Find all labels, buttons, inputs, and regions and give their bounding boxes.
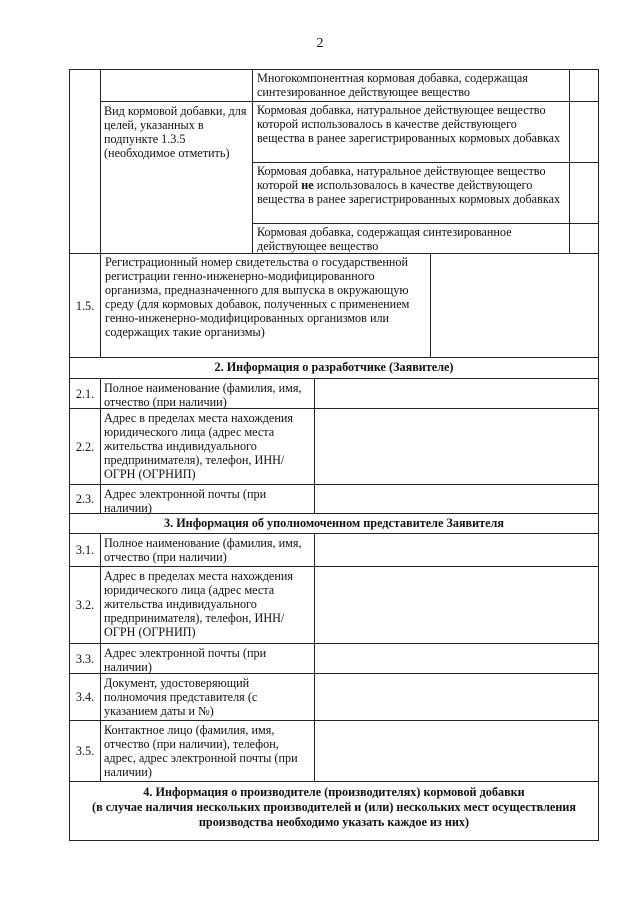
row-number: 3.2.	[70, 567, 101, 643]
feed-additive-type-label: Вид кормовой добавки, для целей, указанных в подпункте 1.3.5 (необходимое отметить)	[104, 104, 247, 160]
row-value-field[interactable]	[431, 254, 598, 357]
table-row	[69, 409, 599, 485]
option-row	[253, 70, 598, 102]
option-checkbox[interactable]	[570, 224, 598, 253]
table-row	[69, 379, 599, 409]
option-label: Кормовая добавка, содержащая синтезированное действующее вещество	[253, 224, 570, 253]
row-number: 1.5.	[70, 254, 101, 357]
row-label: Адрес в пределах места нахождения юридического лица (адрес места жительства индивидуального предпринимателя), телефон, ИНН/ОГРН (ОГРНИП)	[101, 409, 315, 484]
row-number: 2.2.	[70, 409, 101, 484]
table-row	[69, 254, 599, 358]
feed-additive-type-block	[69, 69, 599, 254]
row-value-field[interactable]	[315, 721, 598, 781]
option-label-part: Кормовая добавка, натуральное действующее вещество которой	[257, 164, 546, 192]
application-form-table	[69, 69, 599, 841]
row-label: Адрес электронной почты (при наличии)	[101, 644, 315, 673]
row-label: Адрес электронной почты (при наличии)	[101, 485, 315, 513]
row-label: Документ, удостоверяющий полномочия представителя (с указанием даты и №)	[101, 674, 315, 720]
row-label: Регистрационный номер свидетельства о государственной регистрации генно-инженерно-модифицированного организма, предназначенного для выпуска в окружающую среду (для кормовых добавок, полученных с применением генно-инженерно-модифицированных организмов или содержащих такие организмы)	[101, 254, 431, 357]
option-checkbox[interactable]	[570, 102, 598, 162]
table-row	[69, 567, 599, 644]
option-label-part: использовалось в качестве действующего вещества в ранее зарегистрированных кормовых добавках	[257, 178, 561, 206]
table-row	[69, 644, 599, 674]
table-row	[69, 721, 599, 782]
option-label-emphasis: не	[301, 178, 314, 192]
row-value-field[interactable]	[315, 644, 598, 673]
option-row	[253, 102, 598, 163]
section-title: 3. Информация об уполномоченном представителе Заявителя	[164, 516, 504, 530]
row-number: 2.3.	[70, 485, 101, 513]
row-number: 3.1.	[70, 534, 101, 566]
row-value-field[interactable]	[315, 567, 598, 643]
row-number: 3.4.	[70, 674, 101, 720]
row-number: 3.5.	[70, 721, 101, 781]
section-header	[69, 358, 599, 379]
row-value-field[interactable]	[315, 485, 598, 513]
option-checkbox[interactable]	[570, 163, 598, 223]
row-label: Адрес в пределах места нахождения юридического лица (адрес места жительства индивидуального предпринимателя), телефон, ИНН/ОГРН (ОГРНИП)	[101, 567, 315, 643]
row-value-field[interactable]	[315, 674, 598, 720]
row-number: 3.3.	[70, 644, 101, 673]
option-row	[253, 224, 598, 253]
row-label: Контактное лицо (фамилия, имя, отчество (при наличии), телефон, адрес, адрес электронной почты (при наличии)	[101, 721, 315, 781]
page-number: 2	[316, 36, 324, 51]
section-title-line: 4. Информация о производителе (производителях) кормовой добавки	[143, 785, 525, 799]
option-label: Многокомпонентная кормовая добавка, содержащая синтезированное действующее вещество	[253, 70, 570, 101]
row-number-cell	[70, 70, 101, 253]
section-title: 2. Информация о разработчике (Заявителе)	[214, 360, 454, 374]
table-row	[69, 485, 599, 514]
option-label	[253, 163, 570, 223]
table-row	[69, 674, 599, 721]
section-title	[70, 782, 598, 840]
row-number: 2.1.	[70, 379, 101, 408]
section-header	[69, 782, 599, 841]
option-row	[253, 163, 598, 224]
section-title-note: (в случае наличия нескольких производителей и (или) нескольких мест осуществления производства необходимо указать каждое из них)	[92, 800, 576, 829]
option-label: Кормовая добавка, натуральное действующее вещество которой использовалось в качестве действующего вещества в ранее зарегистрированных кормовых добавках	[253, 102, 570, 162]
row-value-field[interactable]	[315, 409, 598, 484]
feed-additive-type-options	[253, 70, 598, 253]
table-row	[69, 534, 599, 567]
section-header	[69, 514, 599, 534]
row-label: Полное наименование (фамилия, имя, отчество (при наличии)	[101, 379, 315, 408]
feed-additive-type-label-cell	[101, 70, 253, 253]
row-value-field[interactable]	[315, 379, 598, 408]
row-label: Полное наименование (фамилия, имя, отчество (при наличии)	[101, 534, 315, 566]
option-checkbox[interactable]	[570, 70, 598, 101]
row-value-field[interactable]	[315, 534, 598, 566]
